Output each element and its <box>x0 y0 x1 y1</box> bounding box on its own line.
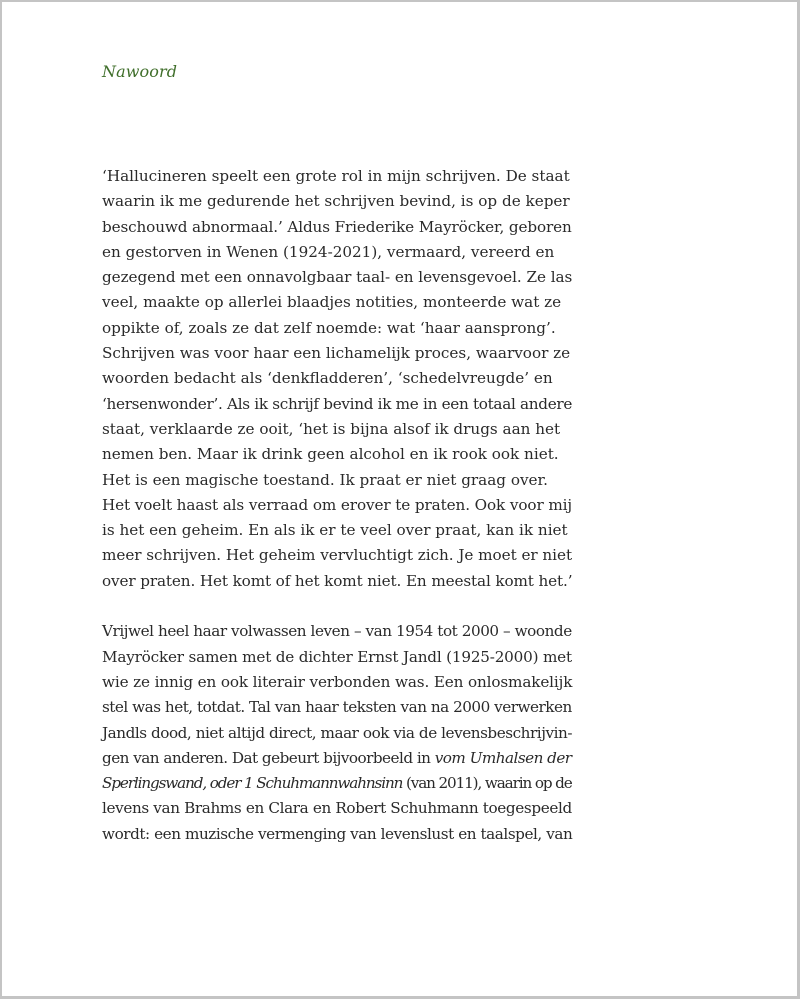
text-line: ‘Hallucineren speelt een grote rol in mijn schrijven. De staat <box>102 167 570 185</box>
text-line: wie ze innig en ook literair verbonden was. Een onlosmakelijk <box>102 672 573 691</box>
book-title-italic: Sperlingswand, oder 1 Schuhmannwahnsinn <box>102 774 403 793</box>
text-line: en gestorven in Wenen (1924-2021), vermaard, vereerd en <box>102 242 555 261</box>
text-line: Het is een magische toestand. Ik praat er niet graag over. <box>102 470 548 489</box>
text-line: stel was het, totdat. Tal van haar teksten van na 2000 verwerken <box>102 698 572 717</box>
text-line: Schrijven was voor haar een lichamelijk proces, waarvoor ze <box>102 344 571 363</box>
text-line: is het een geheim. En als ik er te veel over praat, kan ik niet <box>102 521 568 540</box>
text-line: Vrijwel heel haar volwassen leven – van 1954 tot 2000 – woonde <box>102 622 572 641</box>
text-line <box>102 746 572 771</box>
text-line: staat, verklaarde ze ooit, ‘het is bijna alsof ik drugs aan het <box>102 419 561 438</box>
chapter-heading: Nawoord <box>102 62 178 81</box>
text-line: levens van Brahms en Clara en Robert Schuhmann toegespeeld <box>102 799 572 818</box>
text-line: oppikte of, zoals ze dat zelf noemde: wat ‘haar aansprong’. <box>102 318 556 337</box>
text-line: beschouwd abnormaal.’ Aldus Friederike Mayröcker, geboren <box>102 217 572 236</box>
text-line: gezegend met een onnavolgbaar taal- en levensgevoel. Ze las <box>102 268 573 287</box>
text-line: Mayröcker samen met de dichter Ernst Jandl (1925-2000) met <box>102 647 572 666</box>
text-line: Het voelt haast als verraad om erover te praten. Ook voor mij <box>102 495 573 514</box>
text-line: over praten. Het komt of het komt niet. En meestal komt het.’ <box>102 571 573 590</box>
paragraph-2 <box>102 619 572 847</box>
paragraph-1 <box>102 164 572 594</box>
text-line <box>102 771 572 796</box>
body-text <box>102 164 572 847</box>
text-line: wordt: een muzische vermenging van levenslust en taalspel, van <box>102 824 573 843</box>
text-run: gen van anderen. Dat gebeurt bijvoorbeeld in <box>102 748 435 767</box>
text-line: ‘hersenwonder’. Als ik schrijf bevind ik me in een totaal andere <box>102 394 573 413</box>
text-line: nemen ben. Maar ik drink geen alcohol en ik rook ook niet. <box>102 445 559 464</box>
book-title-italic: vom Umhalsen der <box>434 748 572 767</box>
text-line: woorden bedacht als ‘denkfladderen’, ‘schedelvreugde’ en <box>102 369 553 388</box>
text-line: veel, maakte op allerlei blaadjes notities, monteerde wat ze <box>102 293 562 312</box>
text-line: Jandls dood, niet altijd direct, maar ook via de levensbeschrijvin- <box>102 723 573 742</box>
text-line: meer schrijven. Het geheim vervluchtigt zich. Je moet er niet <box>102 546 573 565</box>
text-line: waarin ik me gedurende het schrijven bevind, is op de keper <box>102 192 570 211</box>
text-run: (van 2011), waarin op de <box>402 774 572 793</box>
